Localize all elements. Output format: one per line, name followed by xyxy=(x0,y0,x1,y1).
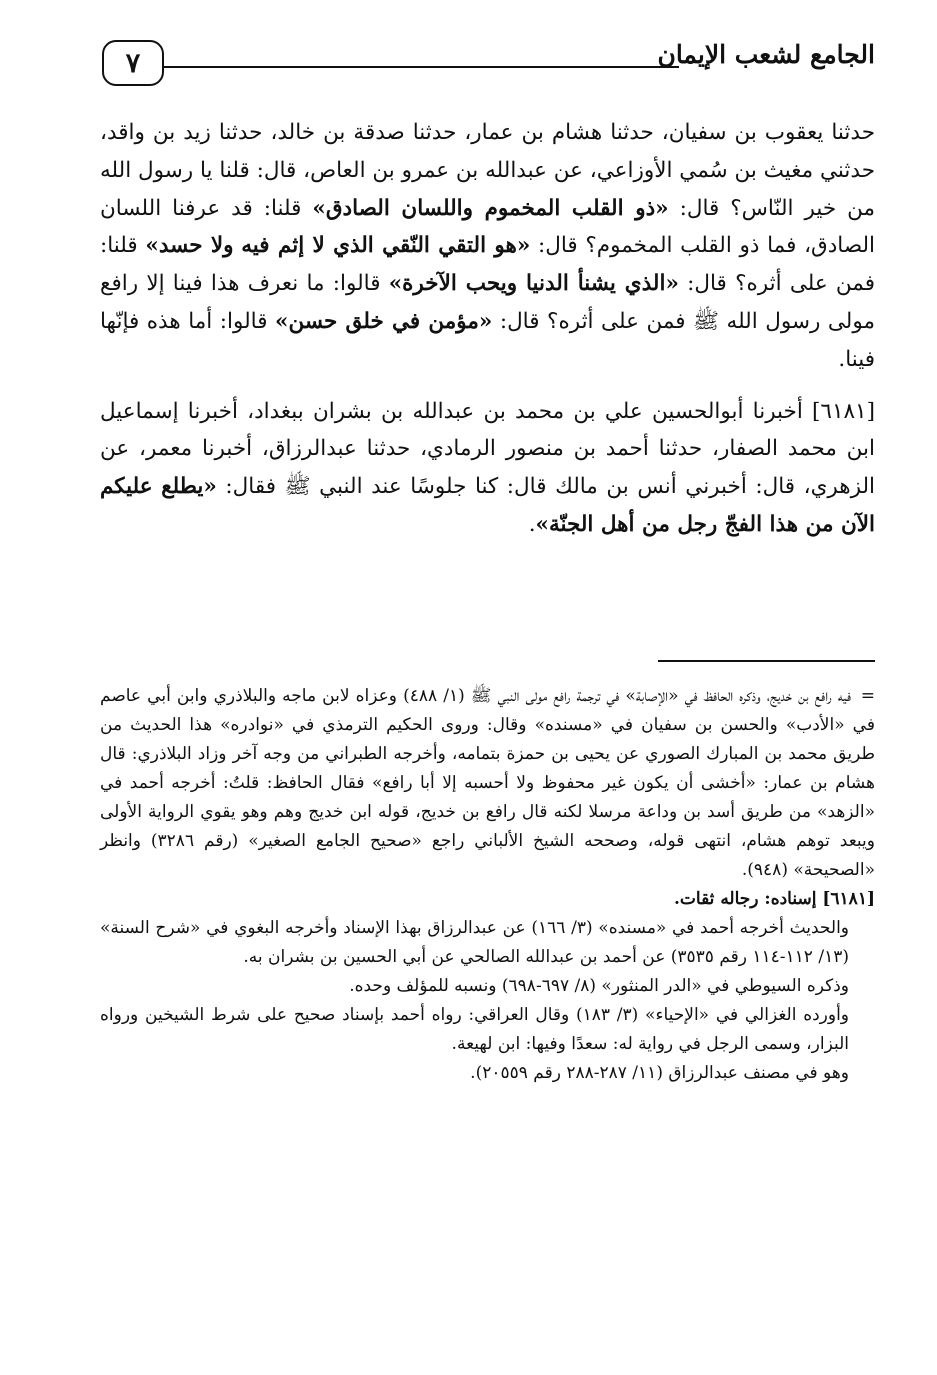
prophet-quote: «هو التقي النّقي الذي لا إثم فيه xyxy=(241,233,531,259)
footnote-6181-sources: والحديث أخرجه أحمد في «مسنده» (٣/ ١٦٦) عن عبدالرزاق بهذا الإسناد وأخرجه البغوي في «شرح السنة» (١٣/ ١١٢-١١٤ رقم ٣٥٣٥) عن أحمد بن عبدالله الصالحي عن أبي الحسين بن بشران به. xyxy=(100,918,850,967)
footnote-6181-heading: [٦١٨١] إسناده: رجاله ثقات. xyxy=(673,889,875,909)
prophet-quote: «الذي يشنأ الدنيا ويحب الآخرة» xyxy=(388,271,679,297)
footnote-continued: =فيه رافع بن خديج، وذكره الحافظ في «الإصابة» في ترجمة رافع مولى النبي ﷺ (١/ ٤٨٨) وعزاه لابن ماجه والبلاذري وابن أبي عاصم في «الأدب» والحسن بن سفيان في «مسنده» وقال: وروى الحكيم الترمذي في «نوادره» هذا الحديث من طريق محمد بن المبارك الصوري عن يحيى بن حمزة بتمامه، وأخرجه الطبراني من وجه آخر وزاد البلاذري: قال هشام بن عمار: «أخشى أن يكون غير محفوظ ولا أحسبه إلا أبا رافع» فقال الحافظ: قلتُ: أخرجه أحمد في «الزهد» من طريق أسد بن وداعة مرسلا لكنه قال رافع بن خديج، قوله ابن خديج وهم وهو يقوي الرواية الأولى ويبعد توهم هشام، انتهى قوله، وصححه الشيخ الألباني راجع «صحيح الجامع الصغير» (رقم ٣٢٨٦) وانظر «الصحيحة» (٩٤٨). xyxy=(100,682,875,885)
header-rule xyxy=(164,66,679,68)
prophet-quote: «مؤمن في خلق حسن» xyxy=(275,308,493,334)
page-number: ٧ xyxy=(125,47,141,79)
prophet-quote: ولا حسد» xyxy=(145,233,234,259)
main-text xyxy=(100,114,875,544)
page-number-frame xyxy=(102,40,164,86)
running-title: الجامع لشعب الإيمان xyxy=(657,40,875,69)
prophet-quote: «يطلع xyxy=(161,474,217,500)
footnotes xyxy=(100,682,875,1088)
continuation-mark: = xyxy=(860,686,875,706)
hadith-paragraph-6181: [٦١٨١] أخبرنا أبوالحسين علي بن محمد بن عبدالله بن بشران ببغداد، أخبرنا إسماعيل ابن محمد الصفار، حدثنا أحمد بن منصور الرمادي، حدثنا عبدالرزاق، أخبرنا معمر، عن الزهري، قال: أخبرني أنس بن مالك قال: كنا جلوسًا عند النبي ﷺ فقال: «يطلع عليكم الآن من هذا الفجّ رجل من أهل الجنّة». xyxy=(100,398,875,537)
prophet-quote: «ذو القلب المخموم واللسان الصادق» xyxy=(312,195,669,221)
prophet-quote: عليكم الآن من هذا الفجّ رجل من أهل الجنّة» xyxy=(100,474,875,537)
footnote-6181-suyuti: وذكره السيوطي في «الدر المنثور» (٨/ ٦٩٧-٦٩٨) ونسبه للمؤلف وحده. xyxy=(349,976,849,996)
footnote-divider xyxy=(658,660,875,662)
footnote-6181-ghazali: وأورده الغزالي في «الإحياء» (٣/ ١٨٣) وقال العراقي: رواه أحمد بإسناد صحيح على شرط الشيخين ورواه البزار، وسمى الرجل في رواية له: سعدًا وفيها: ابن لهيعة. xyxy=(100,1005,850,1054)
footnote-6181-musannaf: وهو في مصنف عبدالرزاق (١١/ ٢٨٧-٢٨٨ رقم ٢٠٥٥٩). xyxy=(470,1063,849,1083)
hadith-paragraph-1: حدثنا يعقوب بن سفيان، حدثنا هشام بن عمار، حدثنا صدقة بن خالد، حدثنا زيد بن واقد، حدثني مغيث بن سُمي الأوزاعي، عن عبدالله بن عمرو بن العاص، قال: قلنا يا رسول الله من خير النّاس؟ قال: «ذو القلب المخموم واللسان الصادق» قلنا: قد عرفنا اللسان الصادق، فما ذو القلب المخموم؟ قال: «هو التقي النّقي الذي لا إثم فيه ولا حسد» قلنا: فمن على أثره؟ قال: «الذي يشنأ الدنيا ويحب الآخرة» قالوا: ما نعرف هذا فينا إلا رافع مولى رسول الله ﷺ فمن على أثره؟ قال: «مؤمن في خلق حسن» قالوا: أما هذه فإنّها فينا. xyxy=(100,120,876,372)
page-header xyxy=(100,26,875,86)
